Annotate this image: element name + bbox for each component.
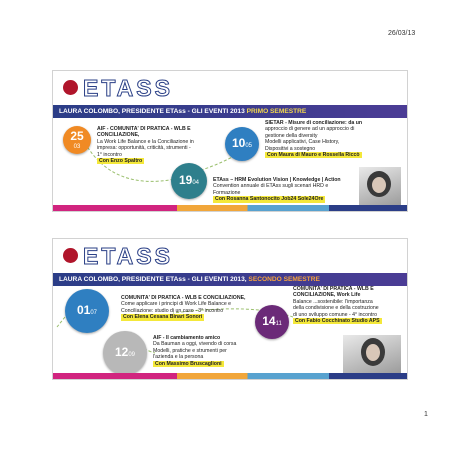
date-month: 07 [90, 310, 98, 316]
event-line: Modelli applicativi, Case History, [265, 139, 340, 146]
slide-title [53, 105, 407, 118]
speaker-photo [343, 335, 401, 373]
event-line: della condivisione e della costruzione [293, 305, 379, 312]
event-line: gestione della diversity [265, 132, 318, 139]
event-line: impresa: opportunità, criticità, strumenti - [97, 145, 191, 152]
date-day: 19 [178, 173, 193, 187]
event-line: Come applicare i principi di Work Life Balance e [121, 301, 232, 308]
event-line: approccio di genere ad un approccio di [265, 126, 355, 133]
event-text-25-03 [97, 126, 212, 164]
photo-face [366, 344, 380, 361]
event-line: Formazione [213, 189, 241, 196]
event-line: Dispositivi a sostegno [265, 145, 316, 152]
date-circle-14-11 [255, 305, 289, 339]
slide-title-highlight: SECONDO SEMESTRE [248, 276, 320, 283]
slide-title-text: LAURA COLOMBO, PRESIDENTE ETAss - GLI EVENTI 2013 [59, 108, 247, 115]
event-line: ETAss – HRM Evolution Vision | Knowledge | Action [213, 177, 341, 183]
speaker-photo [359, 167, 401, 205]
speaker-highlight: Con Elena Cesana Binari Sonori [123, 314, 203, 321]
speaker-highlight: Con Massimo Bruscaglioni [155, 360, 222, 367]
event-text-14-11 [293, 286, 405, 324]
date-circle-10-05 [225, 127, 259, 161]
date-combined [171, 163, 207, 189]
slide-title [53, 273, 407, 286]
event-line: Modelli, pratiche e strumenti per [153, 347, 227, 354]
event-text-10-05 [265, 120, 403, 158]
date-combined [255, 305, 289, 330]
slide-title-text: LAURA COLOMBO, PRESIDENTE ETAss - GLI EVENTI 2013, [59, 276, 249, 283]
event-text-12-09 [153, 335, 263, 367]
speaker-highlight: Con Maura di Mauro e Rossella Riccò [267, 152, 360, 159]
date-combined [103, 331, 147, 362]
event-line: 1° incontro [97, 151, 122, 158]
print-date: 26/03/13 [388, 30, 416, 37]
event-line: l'azienda e la persona [153, 354, 204, 361]
event-line: AIF - COMUNITA' DI PRATICA - WLB E [97, 126, 191, 132]
speaker-highlight: Con Fabio Cocchinato Studio APS [295, 318, 380, 325]
event-line: Balance ...sostenibile: l'importanza [293, 298, 373, 305]
date-month: 11 [275, 321, 282, 327]
event-line: La Work Life Balance e la Conciliazione in [97, 138, 194, 145]
logo-band [53, 71, 407, 105]
date-month: 04 [192, 180, 200, 186]
event-line: COMUNITA' DI PRATICA - WLB E [293, 286, 374, 292]
etass-logo: ETASS [83, 243, 173, 269]
event-line: CONCILIAZIONE, Work Life [293, 292, 361, 299]
date-combined [65, 289, 109, 320]
event-line: di uno sviluppo comune - 4° incontro [293, 311, 377, 318]
event-line: Da Bauman a oggi, vivendo di corsa [153, 341, 237, 348]
date-month: 09 [128, 352, 136, 358]
slide-footer-stripe [53, 373, 407, 379]
event-text-19-04 [213, 177, 353, 203]
logo-dot [63, 80, 78, 95]
event-line: SIETAR - Misure di conciliazione: da un [265, 120, 363, 126]
date-day: 01 [76, 303, 91, 317]
event-line: CONCILIAZIONE, [97, 132, 140, 139]
etass-logo: ETASS [83, 75, 173, 101]
date-day: 12 [114, 345, 129, 359]
date-month: 05 [245, 143, 253, 149]
speaker-highlight: Con Rosanna Santonocito Job24 Sole24Ore [215, 196, 324, 203]
date-circle-25-03 [63, 126, 91, 154]
event-line: AIF - Il cambiamento amico [153, 335, 221, 341]
date-day: 14 [262, 314, 276, 328]
speaker-highlight: Con Enzo Spaltro [99, 158, 143, 165]
slide-footer-stripe [53, 205, 407, 211]
page-number: 1 [424, 411, 428, 418]
date-combined [225, 127, 259, 152]
logo-band [53, 239, 407, 273]
date-circle-01-07 [65, 289, 109, 333]
logo-dot [63, 248, 78, 263]
photo-face [372, 177, 386, 193]
event-line: Conciliazione: studio di un caso - 3° incontro [121, 307, 224, 314]
slide-primo-semestre [52, 70, 408, 212]
date-circle-19-04 [171, 163, 207, 199]
date-month: 03 [73, 144, 81, 150]
event-line: COMUNITA' DI PRATICA - WLB E CONCILIAZIONE, [121, 295, 246, 301]
event-line: Convention annuale di ETAss sugli scenari HRD e [213, 183, 329, 190]
slide-title-highlight: PRIMO SEMESTRE [246, 108, 307, 115]
date-day: 25 [70, 129, 84, 143]
date-day: 10 [231, 136, 246, 150]
date-circle-12-09 [103, 331, 147, 375]
slide-secondo-semestre [52, 238, 408, 380]
